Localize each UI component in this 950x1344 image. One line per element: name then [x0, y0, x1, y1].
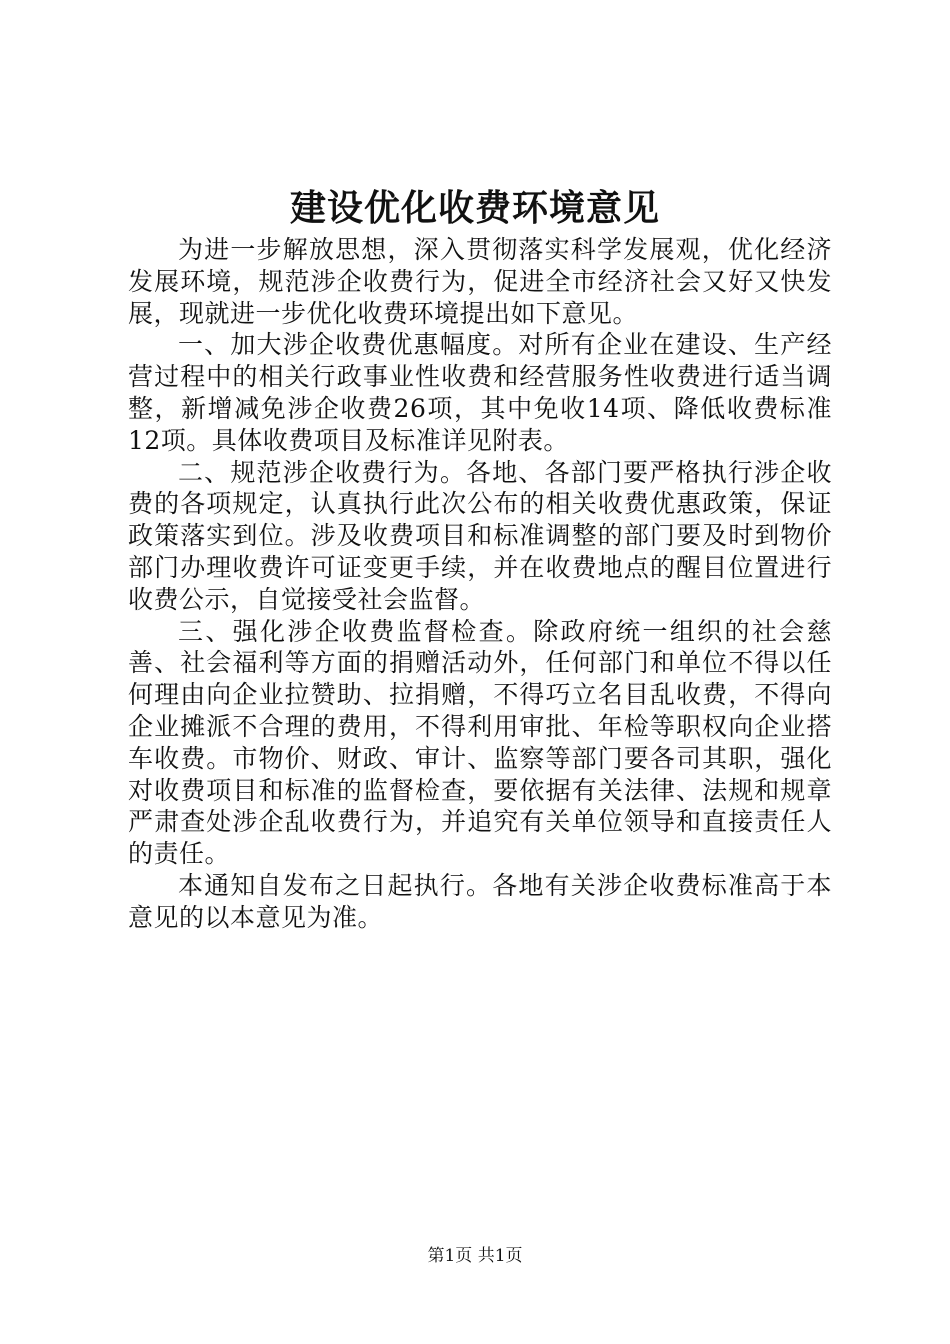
paragraph-closing: 本通知自发布之日起执行。各地有关涉企收费标准高于本意见的以本意见为准。 — [128, 870, 832, 932]
paragraph-section-2: 二、规范涉企收费行为。各地、各部门要严格执行涉企收费的各项规定，认真执行此次公布的相关收费优惠政策，保证政策落实到位。涉及收费项目和标准调整的部门要及时到物价部门办理收费许可证变更手续，并在收费地点的醒目位置进行收费公示，自觉接受社会监督。 — [128, 457, 832, 614]
document-title: 建设优化收费环境意见 — [289, 187, 660, 229]
paragraph-intro: 为进一步解放思想，深入贯彻落实科学发展观，优化经济发展环境，规范涉企收费行为，促进全市经济社会又好又快发展，现就进一步优化收费环境提出如下意见。 — [128, 235, 832, 328]
paragraph-section-3: 三、强化涉企收费监督检查。除政府统一组织的社会慈善、社会福利等方面的捐赠活动外，任何部门和单位不得以任何理由向企业拉赞助、拉捐赠，不得巧立名目乱收费，不得向企业摊派不合理的费用，不得利用审批、年检等职权向企业搭车收费。市物价、财政、审计、监察等部门要各司其职，强化对收费项目和标准的监督检查，要依据有关法律、法规和规章严肃查处涉企乱收费行为，并追究有关单位领导和直接责任人的责任。 — [128, 616, 832, 869]
page-number-footer: 第1页 共1页 — [427, 1246, 523, 1266]
document-body — [128, 234, 832, 934]
paragraph-section-1: 一、加大涉企收费优惠幅度。对所有企业在建设、生产经营过程中的相关行政事业性收费和经营服务性收费进行适当调整，新增减免涉企收费26项，其中免收14项、降低收费标准12项。具体收费项目及标准详见附表。 — [128, 330, 832, 455]
